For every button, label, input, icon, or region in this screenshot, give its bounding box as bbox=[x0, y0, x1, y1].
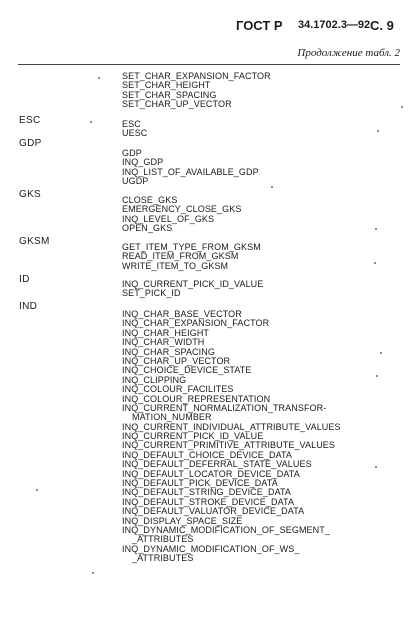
function-entry: INQ_DEFAULT_STRING_DEVICE_DATA bbox=[122, 487, 292, 498]
function-entry: _ATTRIBUTES bbox=[132, 553, 194, 564]
function-entry: INQ_CURRENT_INDIVIDUAL_ATTRIBUTE_VALUES bbox=[122, 421, 341, 432]
group-key: GKS bbox=[19, 189, 42, 200]
function-entry: INQ_DEFAULT_CHOICE_DEVICE_DATA bbox=[122, 449, 293, 460]
function-entry: CLOSE_GKS bbox=[122, 195, 178, 205]
function-entry: INQ_CLIPPING bbox=[122, 374, 187, 385]
function-entry: INQ_CURRENT_PICK_ID_VALUE bbox=[122, 279, 264, 289]
table-continuation-caption: Продолжение табл. 2 bbox=[297, 47, 400, 59]
function-entry: SET_PICK_ID bbox=[122, 288, 181, 299]
function-entry: SET_CHAR_EXPANSION_FACTOR bbox=[122, 71, 271, 81]
function-entry: SET_CHAR_SPACING bbox=[122, 89, 217, 100]
function-entry: INQ_DEFAULT_VALUATOR_DEVICE_DATA bbox=[122, 506, 305, 517]
function-entry: INQ_DEFAULT_DEFERRAL_STATE_VALUES bbox=[122, 459, 312, 470]
group-key: IND bbox=[19, 301, 38, 312]
page-header bbox=[0, 18, 418, 38]
group-key: ID bbox=[19, 274, 30, 285]
function-entry: UESC bbox=[122, 128, 148, 139]
group-entries bbox=[122, 280, 412, 299]
scan-speck bbox=[375, 466, 377, 468]
group-entries bbox=[122, 243, 412, 271]
group-entries bbox=[122, 120, 412, 139]
scan-speck bbox=[401, 106, 403, 108]
scan-speck bbox=[377, 130, 379, 132]
function-entry: READ_ITEM_FROM_GKSM bbox=[122, 251, 239, 262]
function-entry: INQ_DYNAMIC_MODIFICATION_OF_WS_ bbox=[122, 543, 300, 554]
function-entry: OPEN_GKS bbox=[122, 223, 173, 234]
function-entry: INQ_DEFAULT_PICK_DEVICE_DATA bbox=[122, 478, 278, 489]
function-entry: INQ_GDP bbox=[122, 157, 164, 168]
function-entry: INQ_CHOICE_DEVICE_STATE bbox=[122, 365, 252, 376]
scan-speck bbox=[90, 121, 92, 123]
function-entry: INQ_CHAR_HEIGHT bbox=[122, 327, 210, 338]
function-entry: INQ_LEVEL_OF_GKS bbox=[122, 213, 215, 224]
group-entries bbox=[122, 72, 412, 110]
scan-speck bbox=[36, 489, 38, 491]
standard-number: 34.1702.3—92 bbox=[298, 19, 371, 31]
scan-speck bbox=[380, 352, 382, 354]
standard-label: ГОСТ Р bbox=[236, 18, 283, 33]
scan-speck bbox=[98, 77, 100, 79]
page-number: С. 9 bbox=[370, 18, 394, 33]
function-entry: EMERGENCY_CLOSE_GKS bbox=[122, 204, 242, 215]
group-entries bbox=[122, 196, 412, 234]
function-entry: INQ_DYNAMIC_MODIFICATION_OF_SEGMENT_ bbox=[122, 524, 330, 535]
function-entry: INQ_DEFAULT_STROKE_DEVICE_DATA bbox=[122, 496, 295, 507]
function-entry: SET_CHAR_HEIGHT bbox=[122, 80, 211, 91]
function-entry: INQ_COLOUR_REPRESENTATION bbox=[122, 393, 271, 404]
group-key: GDP bbox=[19, 138, 42, 149]
group-entries bbox=[122, 310, 412, 564]
function-entry: _ATTRIBUTES bbox=[132, 534, 194, 545]
function-entry: ESC bbox=[122, 119, 141, 129]
table-top-rule bbox=[18, 64, 400, 65]
function-entry: INQ_LIST_OF_AVAILABLE_GDP bbox=[122, 166, 259, 177]
function-entry: INQ_DISPLAY_SPACE_SIZE bbox=[122, 515, 243, 526]
function-entry: INQ_CHAR_EXPANSION_FACTOR bbox=[122, 318, 270, 329]
group-key: ESC bbox=[19, 115, 41, 126]
function-entry: INQ_DEFAULT_LOCATOR_DEVICE_DATA bbox=[122, 468, 300, 479]
scan-speck bbox=[92, 572, 94, 574]
scan-speck bbox=[376, 375, 378, 377]
group-entries bbox=[122, 149, 412, 187]
function-entry: SET_CHAR_UP_VECTOR bbox=[122, 99, 232, 110]
function-entry: WRITE_ITEM_TO_GKSM bbox=[122, 260, 229, 271]
group-key: GKSM bbox=[19, 236, 50, 247]
function-entry: INQ_CHAR_BASE_VECTOR bbox=[122, 309, 242, 319]
function-entry: INQ_CHAR_WIDTH bbox=[122, 337, 205, 348]
function-entry: INQ_CURRENT_NORMALIZATION_TRANSFOR- bbox=[122, 402, 327, 413]
scan-speck bbox=[375, 228, 377, 230]
function-entry: GDP bbox=[122, 148, 142, 158]
function-entry: INQ_CURRENT_PRIMITIVE_ATTRIBUTE_VALUES bbox=[122, 440, 336, 451]
function-entry: INQ_CHAR_UP_VECTOR bbox=[122, 355, 231, 366]
function-entry: INQ_CURRENT_PICK_ID_VALUE bbox=[122, 431, 264, 442]
function-entry: MATION_NUMBER bbox=[132, 412, 212, 423]
function-entry: INQ_CHAR_SPACING bbox=[122, 346, 215, 357]
function-entry: INQ_COLOUR_FACILITES bbox=[122, 384, 234, 395]
scan-speck bbox=[374, 262, 376, 264]
scan-speck bbox=[271, 186, 273, 188]
function-entry: UGDP bbox=[122, 176, 149, 187]
function-entry: GET_ITEM_TYPE_FROM_GKSM bbox=[122, 242, 261, 252]
